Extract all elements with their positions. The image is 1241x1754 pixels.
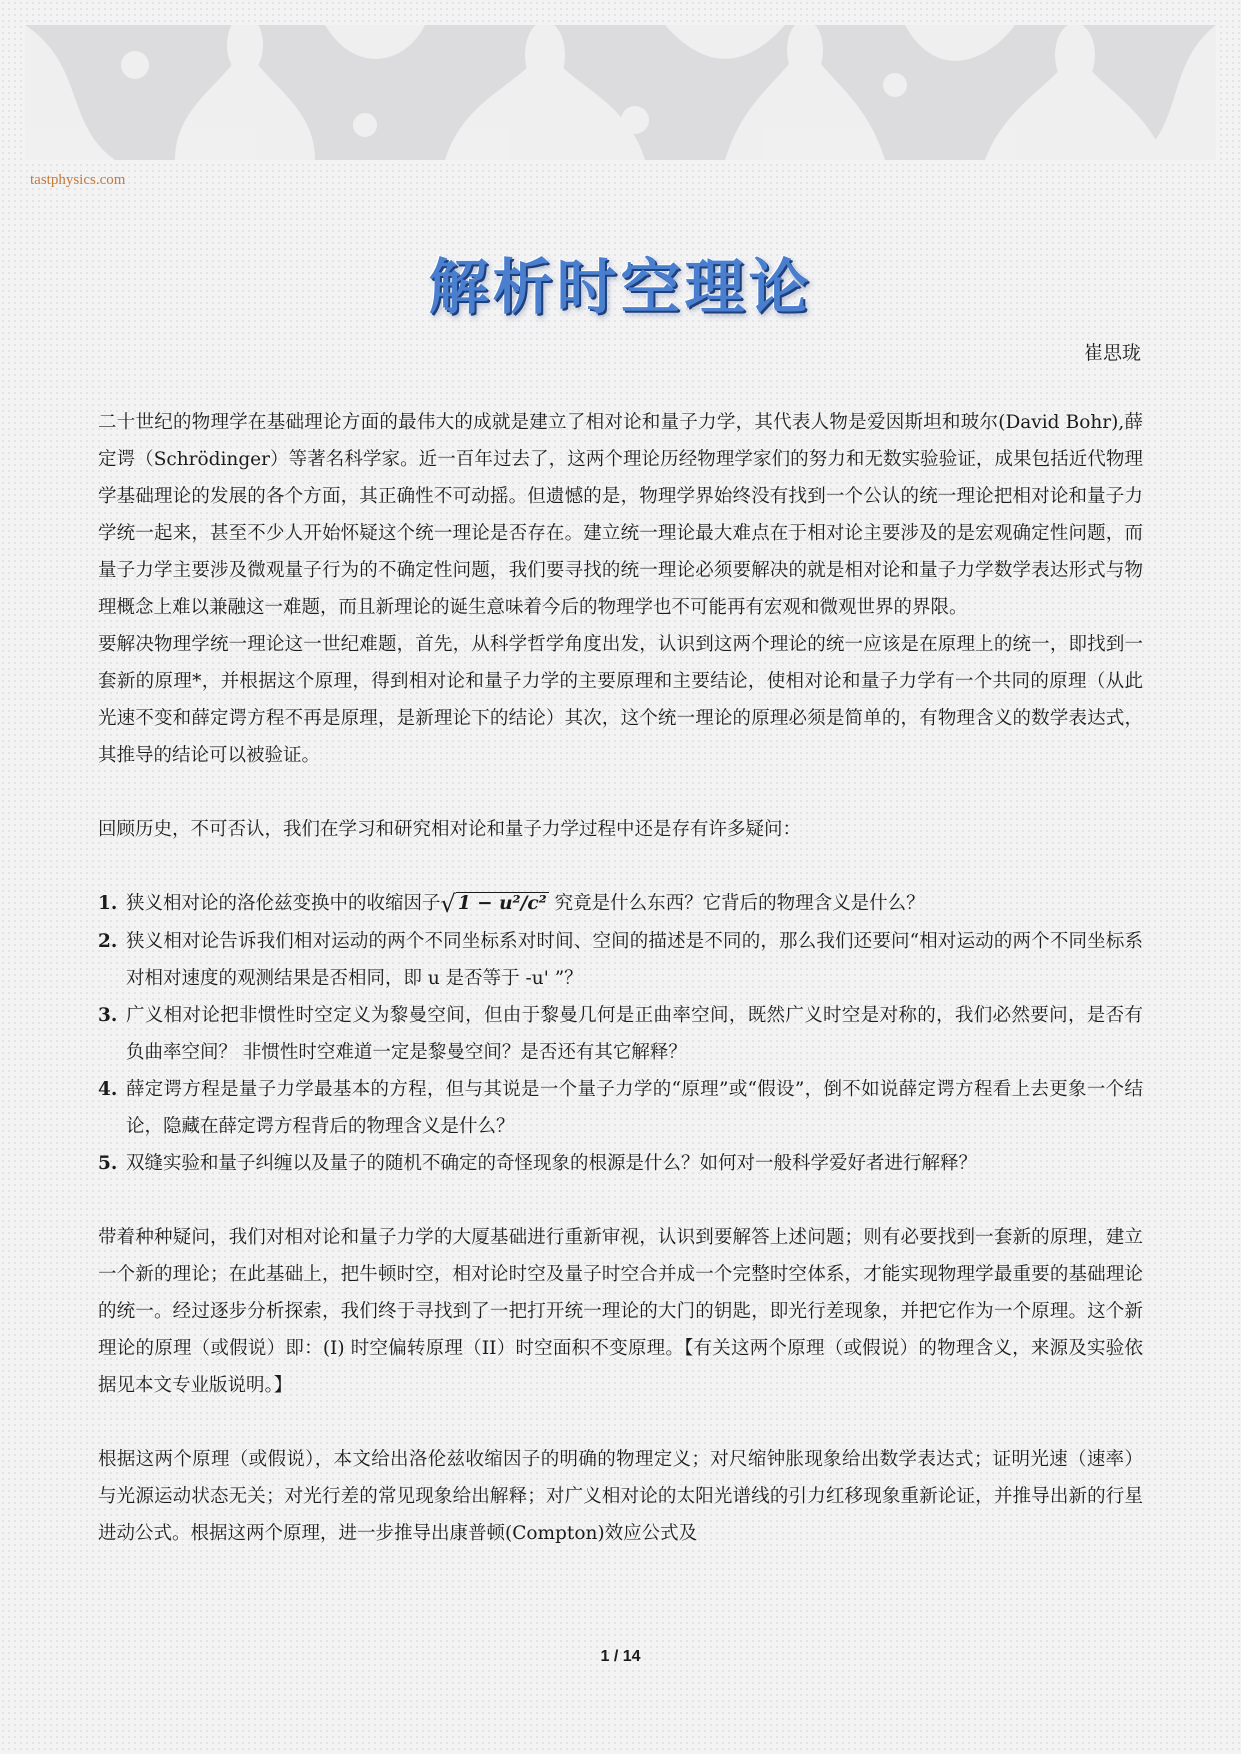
list-item-number: 5. xyxy=(98,1153,118,1174)
paragraph-approach: 要解决物理学统一理论这一世纪难题，首先，从科学哲学角度出发，认识到这两个理论的统一应该是在原理上的统一，即找到一套新的原理*，并根据这个原理，得到相对论和量子力学的主要原理和主要结论，使相对论和量子力学有一个共同的原理（从此光速不变和薛定谔方程不再是原理，是新理论下的结论）其次，这个统一理论的原理必须是简单的，有物理含义的数学表达式，其推导的结论可以被验证。 xyxy=(98,634,1143,766)
sqrt-formula: √ 1 − u²/c² xyxy=(440,890,547,918)
list-item xyxy=(98,997,1143,1071)
list-item-text: 究竟是什么东西？它背后的物理含义是什么？ xyxy=(548,893,925,914)
page-title: 解析时空理论 xyxy=(428,253,813,323)
list-item-number: 2. xyxy=(98,931,118,952)
site-url: tastphysics.com xyxy=(30,172,126,188)
author-name: 崔思珑 xyxy=(1083,342,1141,364)
question-list xyxy=(98,885,1143,1182)
list-item-text: 狭义相对论的洛伦兹变换中的收缩因子 xyxy=(126,893,441,914)
damask-pattern-decoration xyxy=(25,25,1216,160)
list-item xyxy=(98,885,1143,923)
header-banner xyxy=(25,25,1216,160)
list-item-text: 薛定谔方程是量子力学最基本的方程，但与其说是一个量子力学的“原理”或“假设”，倒不如说薛定谔方程看上去更象一个结论，隐藏在薛定谔方程背后的物理含义是什么？ xyxy=(126,1079,1143,1137)
list-item xyxy=(98,923,1143,997)
paragraph-intro: 二十世纪的物理学在基础理论方面的最伟大的成就是建立了相对论和量子力学，其代表人物是爱因斯坦和玻尔(David Bohr),薛定谔（Schrödinger）等著名科学家。近一百年过去了，这两个理论历经物理学家们的努力和无数实验验证，成果包括近代物理学基础理论的发展的各个方面，其正确性不可动摇。但遗憾的是，物理学界始终没有找到一个公认的统一理论把相对论和量子力学统一起来，甚至不少人开始怀疑这个统一理论是否存在。建立统一理论最大难点在于相对论主要涉及的是宏观确定性问题，而量子力学主要涉及微观量子行为的不确定性问题，我们要寻找的统一理论必须要解决的就是相对论和量子力学数学表达形式与物理概念上难以兼融这一难题，而且新理论的诞生意味着今后的物理学也不可能再有宏观和微观世界的界限。 xyxy=(98,412,1143,618)
paragraph-questions-intro: 回顾历史，不可否认，我们在学习和研究相对论和量子力学过程中还是存有许多疑问： xyxy=(98,819,802,840)
list-item-number: 3. xyxy=(98,1005,118,1026)
main-content xyxy=(98,404,1143,1552)
list-item xyxy=(98,1071,1143,1145)
page-number: 1 / 14 xyxy=(600,1648,641,1665)
list-item xyxy=(98,1145,1143,1182)
paragraph-results: 根据这两个原理（或假说），本文给出洛伦兹收缩因子的明确的物理定义；对尺缩钟胀现象给出数学表达式；证明光速（速率）与光源运动状态无关；对光行差的常见现象给出解释；对广义相对论的太阳光谱线的引力红移现象重新论证，并推导出新的行星进动公式。根据这两个原理，进一步推导出康普顿(Compton)效应公式及 xyxy=(98,1449,1143,1544)
list-item-text: 广义相对论把非惯性时空定义为黎曼空间，但由于黎曼几何是正曲率空间，既然广义时空是对称的，我们必然要问，是否有负曲率空间？ 非惯性时空难道一定是黎曼空间？是否还有其它解释？ xyxy=(126,1005,1143,1063)
list-item-text: 双缝实验和量子纠缠以及量子的随机不确定的奇怪现象的根源是什么？如何对一般科学爱好者进行解释？ xyxy=(126,1153,978,1174)
list-item-number: 4. xyxy=(98,1079,118,1100)
list-item-number: 1. xyxy=(98,893,118,914)
paragraph-principles: 带着种种疑问，我们对相对论和量子力学的大厦基础进行重新审视，认识到要解答上述问题；则有必要找到一套新的原理，建立一个新的理论；在此基础上，把牛顿时空，相对论时空及量子时空合并成一个完整时空体系，才能实现物理学最重要的基础理论的统一。经过逐步分析探索，我们终于寻找到了一把打开统一理论的大门的钥匙，即光行差现象，并把它作为一个原理。这个新理论的原理（或假说）即：(I) 时空偏转原理（II）时空面积不变原理。【有关这两个原理（或假说）的物理含义，来源及实验依据见本文专业版说明。】 xyxy=(98,1227,1143,1396)
formula-text: 1 − u²/c² xyxy=(457,893,547,914)
list-item-text: 狭义相对论告诉我们相对运动的两个不同坐标系对时间、空间的描述是不同的，那么我们还要问“相对运动的两个不同坐标系对相对速度的观测结果是否相同，即 u 是否等于 -u' ”？ xyxy=(126,931,1143,989)
